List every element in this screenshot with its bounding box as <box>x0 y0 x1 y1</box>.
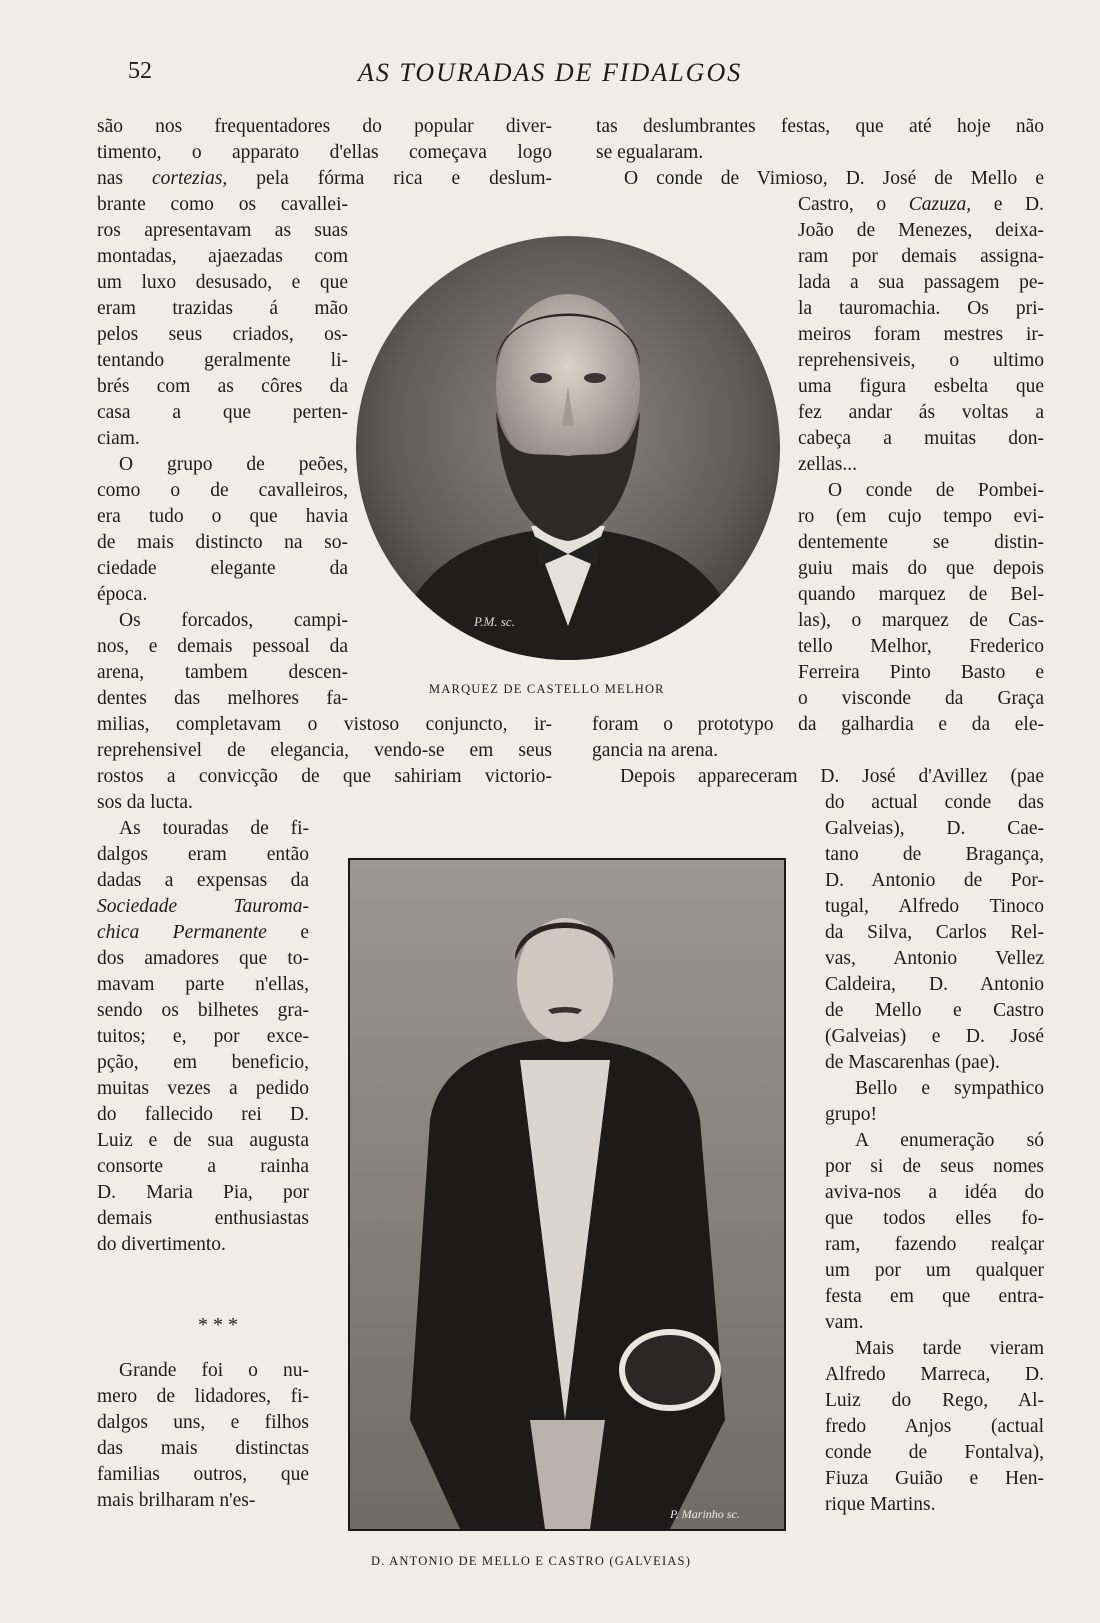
left-column-line: ciam. <box>97 428 140 449</box>
right-column-line: festa em que entra- <box>825 1286 1044 1307</box>
left-column-line: As touradas de fi- <box>119 818 309 839</box>
left-column-line: rostos a convicção de que sahiriam victorio- <box>97 766 552 787</box>
left-column-line: de mais distincto na so- <box>97 532 348 553</box>
left-column-line: um luxo desusado, e que <box>97 272 348 293</box>
left-column-line: nos, e demais pessoal da <box>97 636 348 657</box>
right-column-line: Ferreira Pinto Basto e <box>798 662 1044 683</box>
caption-portrait-2: D. ANTONIO DE MELLO E CASTRO (GALVEIAS) <box>371 1554 692 1568</box>
right-column-line: Castro, o Cazuza, e D. <box>798 194 1044 215</box>
right-column-line: tello Melhor, Frederico <box>798 636 1044 657</box>
left-column-line: reprehensivel de elegancia, vendo-se em seus <box>97 740 552 761</box>
right-column-line: O conde de Pombei- <box>828 480 1044 501</box>
left-column-line: mais brilharam n'es- <box>97 1490 256 1511</box>
left-column-line: época. <box>97 584 148 605</box>
left-column-line: casa a que perten- <box>97 402 348 423</box>
right-column-line: ram por demais assigna- <box>798 246 1044 267</box>
portrait-marquez-de-castello-melhor <box>356 236 780 660</box>
right-column-line: rique Martins. <box>825 1494 936 1515</box>
left-column-line: tuitos; e, por exce- <box>97 1026 309 1047</box>
left-column-line: ciedade elegante da <box>97 558 348 579</box>
left-column-line: dentes das melhores fa- <box>97 688 348 709</box>
right-column-line: de Mello e Castro <box>825 1000 1044 1021</box>
left-column-line: dalgos uns, e filhos <box>97 1412 309 1433</box>
left-column-line: dalgos eram então <box>97 844 309 865</box>
right-column-line: D. Antonio de Por- <box>825 870 1044 891</box>
left-column-line: são nos frequentadores do popular diver- <box>97 116 552 137</box>
right-column-line: conde de Fontalva), <box>825 1442 1044 1463</box>
left-column-line: mero de lidadores, fi- <box>97 1386 309 1407</box>
right-column-line: ram, fazendo realçar <box>825 1234 1044 1255</box>
right-column-line: se egualaram. <box>596 142 704 163</box>
left-column-line: Luiz e de sua augusta <box>97 1130 309 1151</box>
right-column-line: O conde de Vimioso, D. José de Mello e <box>624 168 1044 189</box>
left-column-line: sos da lucta. <box>97 792 193 813</box>
right-column-line: Alfredo Marreca, D. <box>825 1364 1044 1385</box>
left-column-line: O grupo de peões, <box>119 454 348 475</box>
left-column-line: muitas vezes a pedido <box>97 1078 309 1099</box>
right-column-line: tano de Bragança, <box>825 844 1044 865</box>
right-column-line: Fiuza Guião e Hen- <box>825 1468 1044 1489</box>
left-column-line: chica Permanente e <box>97 922 309 943</box>
left-column-line: Sociedade Tauroma- <box>97 896 309 917</box>
page-number: 52 <box>128 58 152 84</box>
left-column-line: Grande foi o nu- <box>119 1360 309 1381</box>
left-column-line: como o de cavalleiros, <box>97 480 348 501</box>
right-column-line: Mais tarde vieram <box>855 1338 1044 1359</box>
left-column-line: sendo os bilhetes gra- <box>97 1000 309 1021</box>
left-column-line: brante como os cavallei- <box>97 194 348 215</box>
right-column-line: guiu mais do que depois <box>798 558 1044 579</box>
right-column-line: grupo! <box>825 1104 877 1125</box>
right-column-line: da Silva, Carlos Rel- <box>825 922 1044 943</box>
left-column-line: do divertimento. <box>97 1234 226 1255</box>
caption-portrait-1: MARQUEZ DE CASTELLO MELHOR <box>429 682 665 696</box>
left-column-line: D. Maria Pia, por <box>97 1182 309 1203</box>
left-column-line: brés com as côres da <box>97 376 348 397</box>
right-column-line: uma figura esbelta que <box>798 376 1044 397</box>
right-column-line: dentemente se distin- <box>798 532 1044 553</box>
left-column-line: milias, completavam o vistoso conjuncto, ir- <box>97 714 552 735</box>
engraver-signature: P. Marinho sc. <box>670 1507 740 1521</box>
right-column-line: la tauromachia. Os pri- <box>798 298 1044 319</box>
left-column-line: timento, o apparato d'ellas começava logo <box>97 142 552 163</box>
left-column-line: Os forcados, campi- <box>119 610 348 631</box>
left-column-line: era tudo o que havia <box>97 506 348 527</box>
right-column-line: cabeça a muitas don- <box>798 428 1044 449</box>
right-column-line: o visconde da Graça <box>798 688 1044 709</box>
right-column-line: tugal, Alfredo Tinoco <box>825 896 1044 917</box>
engraver-signature: P.M. sc. <box>474 614 515 629</box>
right-column-line: las), o marquez de Cas- <box>798 610 1044 631</box>
left-column-line: familias outros, que <box>97 1464 309 1485</box>
right-column-line: tas deslumbrantes festas, que até hoje não <box>596 116 1044 137</box>
right-column-line: fez andar ás voltas a <box>798 402 1044 423</box>
left-column-line: tentando geralmente li- <box>97 350 348 371</box>
left-column-line: montadas, ajaezadas com <box>97 246 348 267</box>
right-column-line: de Mascarenhas (pae). <box>825 1052 1000 1073</box>
right-column-line: por si de seus nomes <box>825 1156 1044 1177</box>
section-break-ornament: * * * <box>198 1314 238 1336</box>
left-column-line: dadas a expensas da <box>97 870 309 891</box>
left-column-line: eram trazidas á mão <box>97 298 348 319</box>
left-column-line: pelos seus criados, os- <box>97 324 348 345</box>
right-column-line: ro (em cujo tempo evi- <box>798 506 1044 527</box>
right-column-line: zellas... <box>798 454 858 475</box>
right-column-line: Depois appareceram D. José d'Avillez (pae <box>620 766 1044 787</box>
left-column-line: consorte a rainha <box>97 1156 309 1177</box>
right-column-line: do actual conde das <box>825 792 1044 813</box>
right-column-line: Caldeira, D. Antonio <box>825 974 1044 995</box>
portrait-d-antonio-de-mello-e-castro <box>348 858 786 1531</box>
right-column-line: um por um qualquer <box>825 1260 1044 1281</box>
right-column-line: gancia na arena. <box>592 740 719 761</box>
left-column-line: arena, tambem descen- <box>97 662 348 683</box>
left-column-line: nas cortezias, pela fórma rica e deslum- <box>97 168 552 189</box>
right-column-line: fredo Anjos (actual <box>825 1416 1044 1437</box>
right-column-line: vam. <box>825 1312 864 1333</box>
right-column-line: Galveias), D. Cae- <box>825 818 1044 839</box>
right-column-line: lada a sua passagem pe- <box>798 272 1044 293</box>
right-column-line: aviva-nos a idéa do <box>825 1182 1044 1203</box>
right-column-line: Bello e sympathico <box>855 1078 1044 1099</box>
left-column-line: pção, em beneficio, <box>97 1052 309 1073</box>
right-column-line: meiros foram mestres ir- <box>798 324 1044 345</box>
right-column-line: reprehensiveis, o ultimo <box>798 350 1044 371</box>
right-column-line: João de Menezes, deixa- <box>798 220 1044 241</box>
left-column-line: das mais distinctas <box>97 1438 309 1459</box>
right-column-line: Luiz do Rego, Al- <box>825 1390 1044 1411</box>
right-column-line: que todos elles fo- <box>825 1208 1044 1229</box>
right-column-line: (Galveias) e D. José <box>825 1026 1044 1047</box>
running-title: AS TOURADAS DE FIDALGOS <box>358 58 743 87</box>
right-column-line: quando marquez de Bel- <box>798 584 1044 605</box>
left-column-line: do fallecido rei D. <box>97 1104 309 1125</box>
right-column-line: vas, Antonio Vellez <box>825 948 1044 969</box>
right-column-line: A enumeração só <box>855 1130 1044 1151</box>
left-column-line: demais enthusiastas <box>97 1208 309 1229</box>
left-column-line: dos amadores que to- <box>97 948 309 969</box>
right-column-line: foram o prototypo da galhardia e da ele- <box>592 714 1044 735</box>
left-column-line: ros apresentavam as suas <box>97 220 348 241</box>
left-column-line: mavam parte n'ellas, <box>97 974 309 995</box>
